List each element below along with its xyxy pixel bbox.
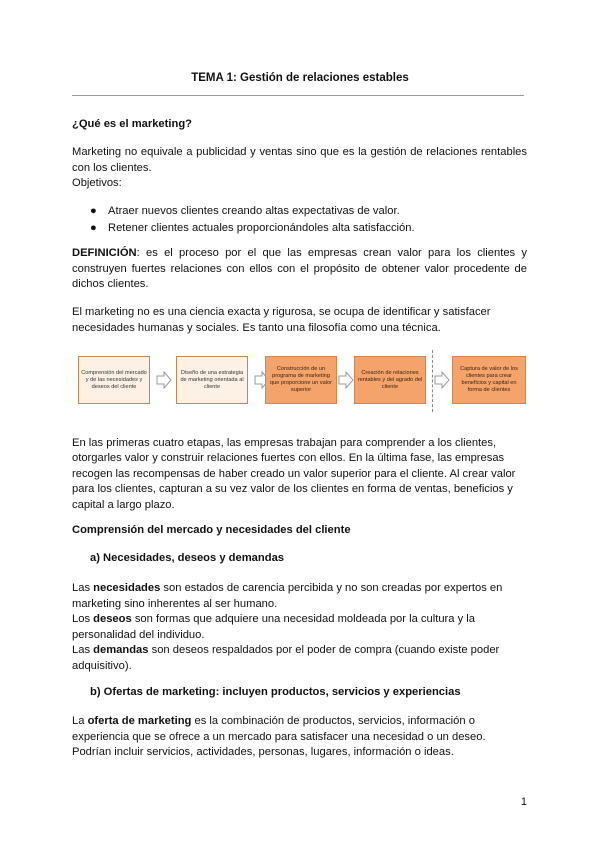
page-title: TEMA 1: Gestión de relaciones estables bbox=[191, 72, 409, 84]
section-heading-marketing: ¿Qué es el marketing? bbox=[72, 118, 192, 130]
subheading-a: a) Necesidades, deseos y demandas bbox=[90, 552, 285, 564]
arrow-right-icon bbox=[434, 370, 450, 390]
objetivos-label: Objetivos: bbox=[72, 177, 122, 189]
objectives-list bbox=[90, 203, 530, 237]
marketing-process-diagram bbox=[76, 352, 528, 412]
bullet-icon: ● bbox=[90, 222, 97, 234]
demandas-text: Las demandas son deseos respaldados por el poder de compra (cuando existe poder adquisitivo). bbox=[72, 644, 500, 672]
process-step-4: Creación de relaciones rentables y del agrado del cliente bbox=[354, 356, 426, 404]
offer-paragraph: La oferta de marketing es la combinación de productos, servicios, información o experiencia que se ofrece a un mercado para satisfacer una necesidad o un deseo. Podrían incluir servicios, actividades, personas, lugares, información o ideas. bbox=[72, 715, 486, 758]
bullet-icon: ● bbox=[90, 205, 97, 217]
title-divider bbox=[72, 95, 524, 96]
process-step-3: Construcción de un programa de marketing que proporcione un valor superior bbox=[265, 356, 337, 404]
offer-term: oferta de marketing bbox=[87, 715, 192, 727]
process-step-5: Captura de valor de los clientes para crear beneficios y capital en forma de clientes bbox=[452, 356, 526, 404]
stages-paragraph: En las primeras cuatro etapas, las empresas trabajan para comprender a los clientes, otorgarles valor y construir relaciones fuertes con ellos. En la última fase, las empresas recogen las recompensas de haber creado un valor superior para el cliente. Al crear valor para los clientes, capturan a su vez valor de los clientes en forma de ventas, beneficios y capital a largo plazo. bbox=[72, 437, 516, 511]
definition-paragraph bbox=[72, 246, 527, 293]
list-item-text: Retener clientes actuales proporcionándoles alta satisfacción. bbox=[108, 222, 415, 234]
deseos-text: Los deseos son formas que adquiere una necesidad moldeada por la cultura y la personalidad del individuo. bbox=[72, 613, 476, 641]
intro-text: Marketing no equivale a publicidad y ventas sino que es la gestión de relaciones rentables con los clientes. bbox=[72, 146, 527, 174]
needs-paragraph bbox=[72, 581, 527, 674]
page-number: 1 bbox=[520, 796, 527, 808]
arrow-right-icon bbox=[338, 370, 354, 390]
definition-text: : es el proceso por el que las empresas crean valor para los clientes y construyen fuertes relaciones con ellos con el propósito de obtener valor procedente de dichos clientes. bbox=[72, 247, 527, 290]
arrow-right-icon bbox=[156, 370, 172, 390]
process-step-2: Diseño de una estrategia de marketing orientada al cliente bbox=[176, 356, 248, 404]
diagram-separator bbox=[432, 350, 433, 412]
list-item bbox=[90, 220, 530, 237]
process-step-1: Comprensión del mercado y de las necesidades y deseos del cliente bbox=[78, 356, 150, 404]
necesidades-text: Las necesidades son estados de carencia percibida y no son creadas por expertos en marketing sino inherentes al ser humano. bbox=[72, 582, 503, 610]
list-item-text: Atraer nuevos clientes creando altas expectativas de valor. bbox=[108, 205, 400, 217]
definition-label: DEFINICIÓN bbox=[72, 247, 137, 259]
intro-paragraph bbox=[72, 145, 527, 192]
section-heading-comprension: Comprensión del mercado y necesidades del cliente bbox=[72, 524, 351, 536]
subheading-b: b) Ofertas de marketing: incluyen productos, servicios y experiencias bbox=[90, 686, 461, 698]
list-item bbox=[90, 203, 530, 220]
science-paragraph: El marketing no es una ciencia exacta y rigurosa, se ocupa de identificar y satisfacer necesidades humanas y sociales. Es tanto una filosofía como una técnica. bbox=[72, 306, 491, 334]
